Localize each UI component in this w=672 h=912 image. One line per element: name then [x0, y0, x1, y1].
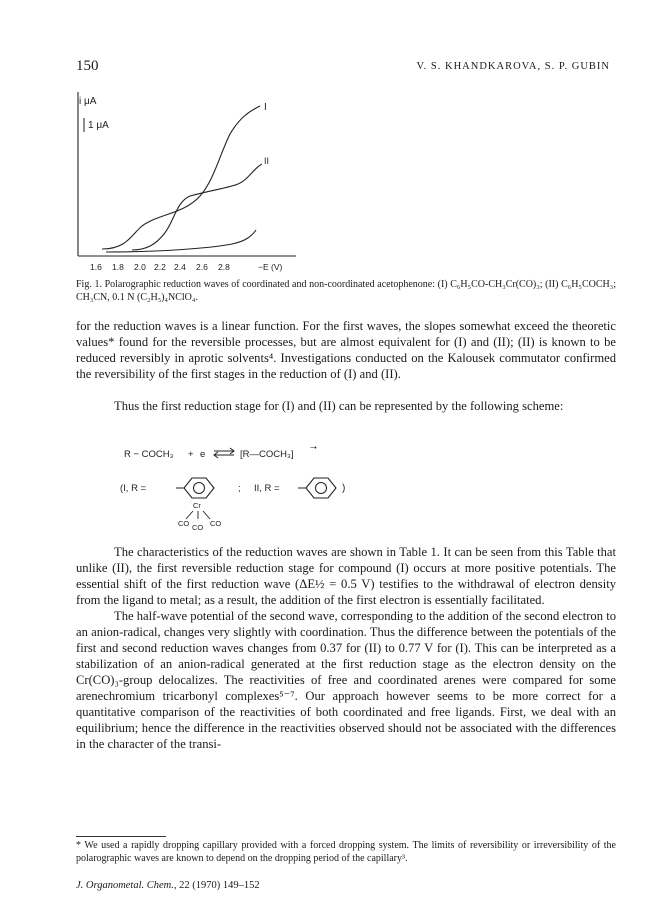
- scheme-line2-close: ): [342, 483, 346, 494]
- equilibrium-arrow-icon: [214, 448, 234, 458]
- curve-I: [102, 106, 260, 249]
- curve-baseline: [106, 230, 256, 252]
- scheme-reactant: R − COCH₃: [124, 449, 174, 460]
- y-axis-label: i μA: [79, 96, 97, 107]
- x-tick: 2.2: [154, 262, 166, 272]
- x-tick: 2.0: [134, 262, 146, 272]
- paragraph-2: Thus the first reduction stage for (I) and (II) can be represented by the following scheme:: [114, 399, 564, 413]
- figure-caption: Fig. 1. Polarographic reduction waves of coordinated and non-coordinated acetophenone: (I) C₆H₅CO-CH₃Cr(CO)₃; (II) C₆H₅COCH₃; CH₃CN, 0.1 N (C₂H₅)₄NClO₄.: [76, 279, 616, 303]
- scheme-carbonyl: CO: [178, 519, 190, 528]
- curve-II-label: II: [264, 156, 270, 166]
- footnote: * We used a rapidly dropping capillary provided with a forced dropping system. The limits of reversibility or irreversibility of the polarographic waves are known to depend on the dropping period of the capillary³.: [76, 840, 616, 864]
- x-tick: 2.8: [218, 262, 230, 272]
- carbonyl-bonds: [186, 511, 210, 519]
- journal-name: J. Organometal. Chem.,: [76, 880, 177, 891]
- x-tick: 1.8: [112, 262, 124, 272]
- x-axis-label: −E (V): [258, 262, 283, 272]
- benzene-ring-icon: [298, 478, 336, 498]
- x-tick: 1.6: [90, 262, 102, 272]
- scheme-plus: +: [188, 449, 194, 460]
- curve-II: [132, 164, 262, 250]
- scheme-line2-open: (I, R =: [120, 483, 147, 494]
- benzene-ring-icon: [176, 478, 214, 498]
- x-tick: 2.4: [174, 262, 186, 272]
- scheme-line2-mid: II, R =: [254, 483, 280, 494]
- scale-bar-label: 1 μA: [88, 120, 109, 131]
- scheme-carbonyl: CO: [210, 519, 222, 528]
- scheme-charge: −•: [310, 445, 317, 452]
- journal-volume: 22 (1970) 149–152: [179, 880, 260, 891]
- paragraph-3: The characteristics of the reduction waves are shown in Table 1. It can be seen from this Table that unlike (II), the first reversible reduction stage for compound (I) occurs at more positive potentials. The essential shift of the first reduction wave (ΔE½ = 0.5 V) testifies to the withdrawal of electron density from the ligand to metal; as a result, the addition of the first electron is essentially facilitated.: [76, 545, 616, 607]
- polarogram-figure: [72, 84, 302, 280]
- footnote-divider: [76, 836, 166, 837]
- journal-citation: [76, 880, 260, 891]
- page-number: 150: [76, 58, 99, 74]
- scheme-metal: Cr: [193, 501, 201, 510]
- scheme-product: [R—COCH₃]: [240, 449, 294, 460]
- paragraph-1: for the reduction waves is a linear function. For the first waves, the slopes somewhat exceed the theoretic values* found for the reversible processes, but are almost equivalent for (I) and (II); (II) is known to be reduced reversibly in aprotic solvents⁴. Investigations conducted on the Kalousek commutator confirmed the reversibility of the first stages in the reduction of (I) and (II).: [76, 319, 616, 381]
- scheme-electron: e: [200, 449, 206, 460]
- reaction-scheme: [120, 445, 380, 531]
- x-ticks: [90, 262, 230, 272]
- curve-I-label: I: [264, 102, 267, 113]
- scheme-separator: ;: [238, 483, 241, 494]
- paragraph-4: The half-wave potential of the second wave, corresponding to the addition of the second electron to an anion-radical, changes very slightly with coordination. Thus the difference between the potentials of the first and second reduction waves changes from 0.37 for (II) to 0.77 V for (I). This can be interpreted as a stabilization of an anion-radical generated at the first reduction stage as the electron density on the Cr(CO)₃-group delocalizes. The reactivities of free and coordinated arenes were compared for some arenechromium tricarbonyl complexes⁵⁻⁷. Our approach however seems to be more correct for a quantitative comparison of the reactivities of both coordinated and free ligands. First, we deal with an equilibrium; hence the difference in the reactivities observed should not be associated with the differences in the character of the transi-: [76, 609, 616, 751]
- running-head: V. S. KHANDKAROVA, S. P. GUBIN: [416, 61, 610, 72]
- x-tick: 2.6: [196, 262, 208, 272]
- scheme-carbonyl: CO: [192, 523, 204, 531]
